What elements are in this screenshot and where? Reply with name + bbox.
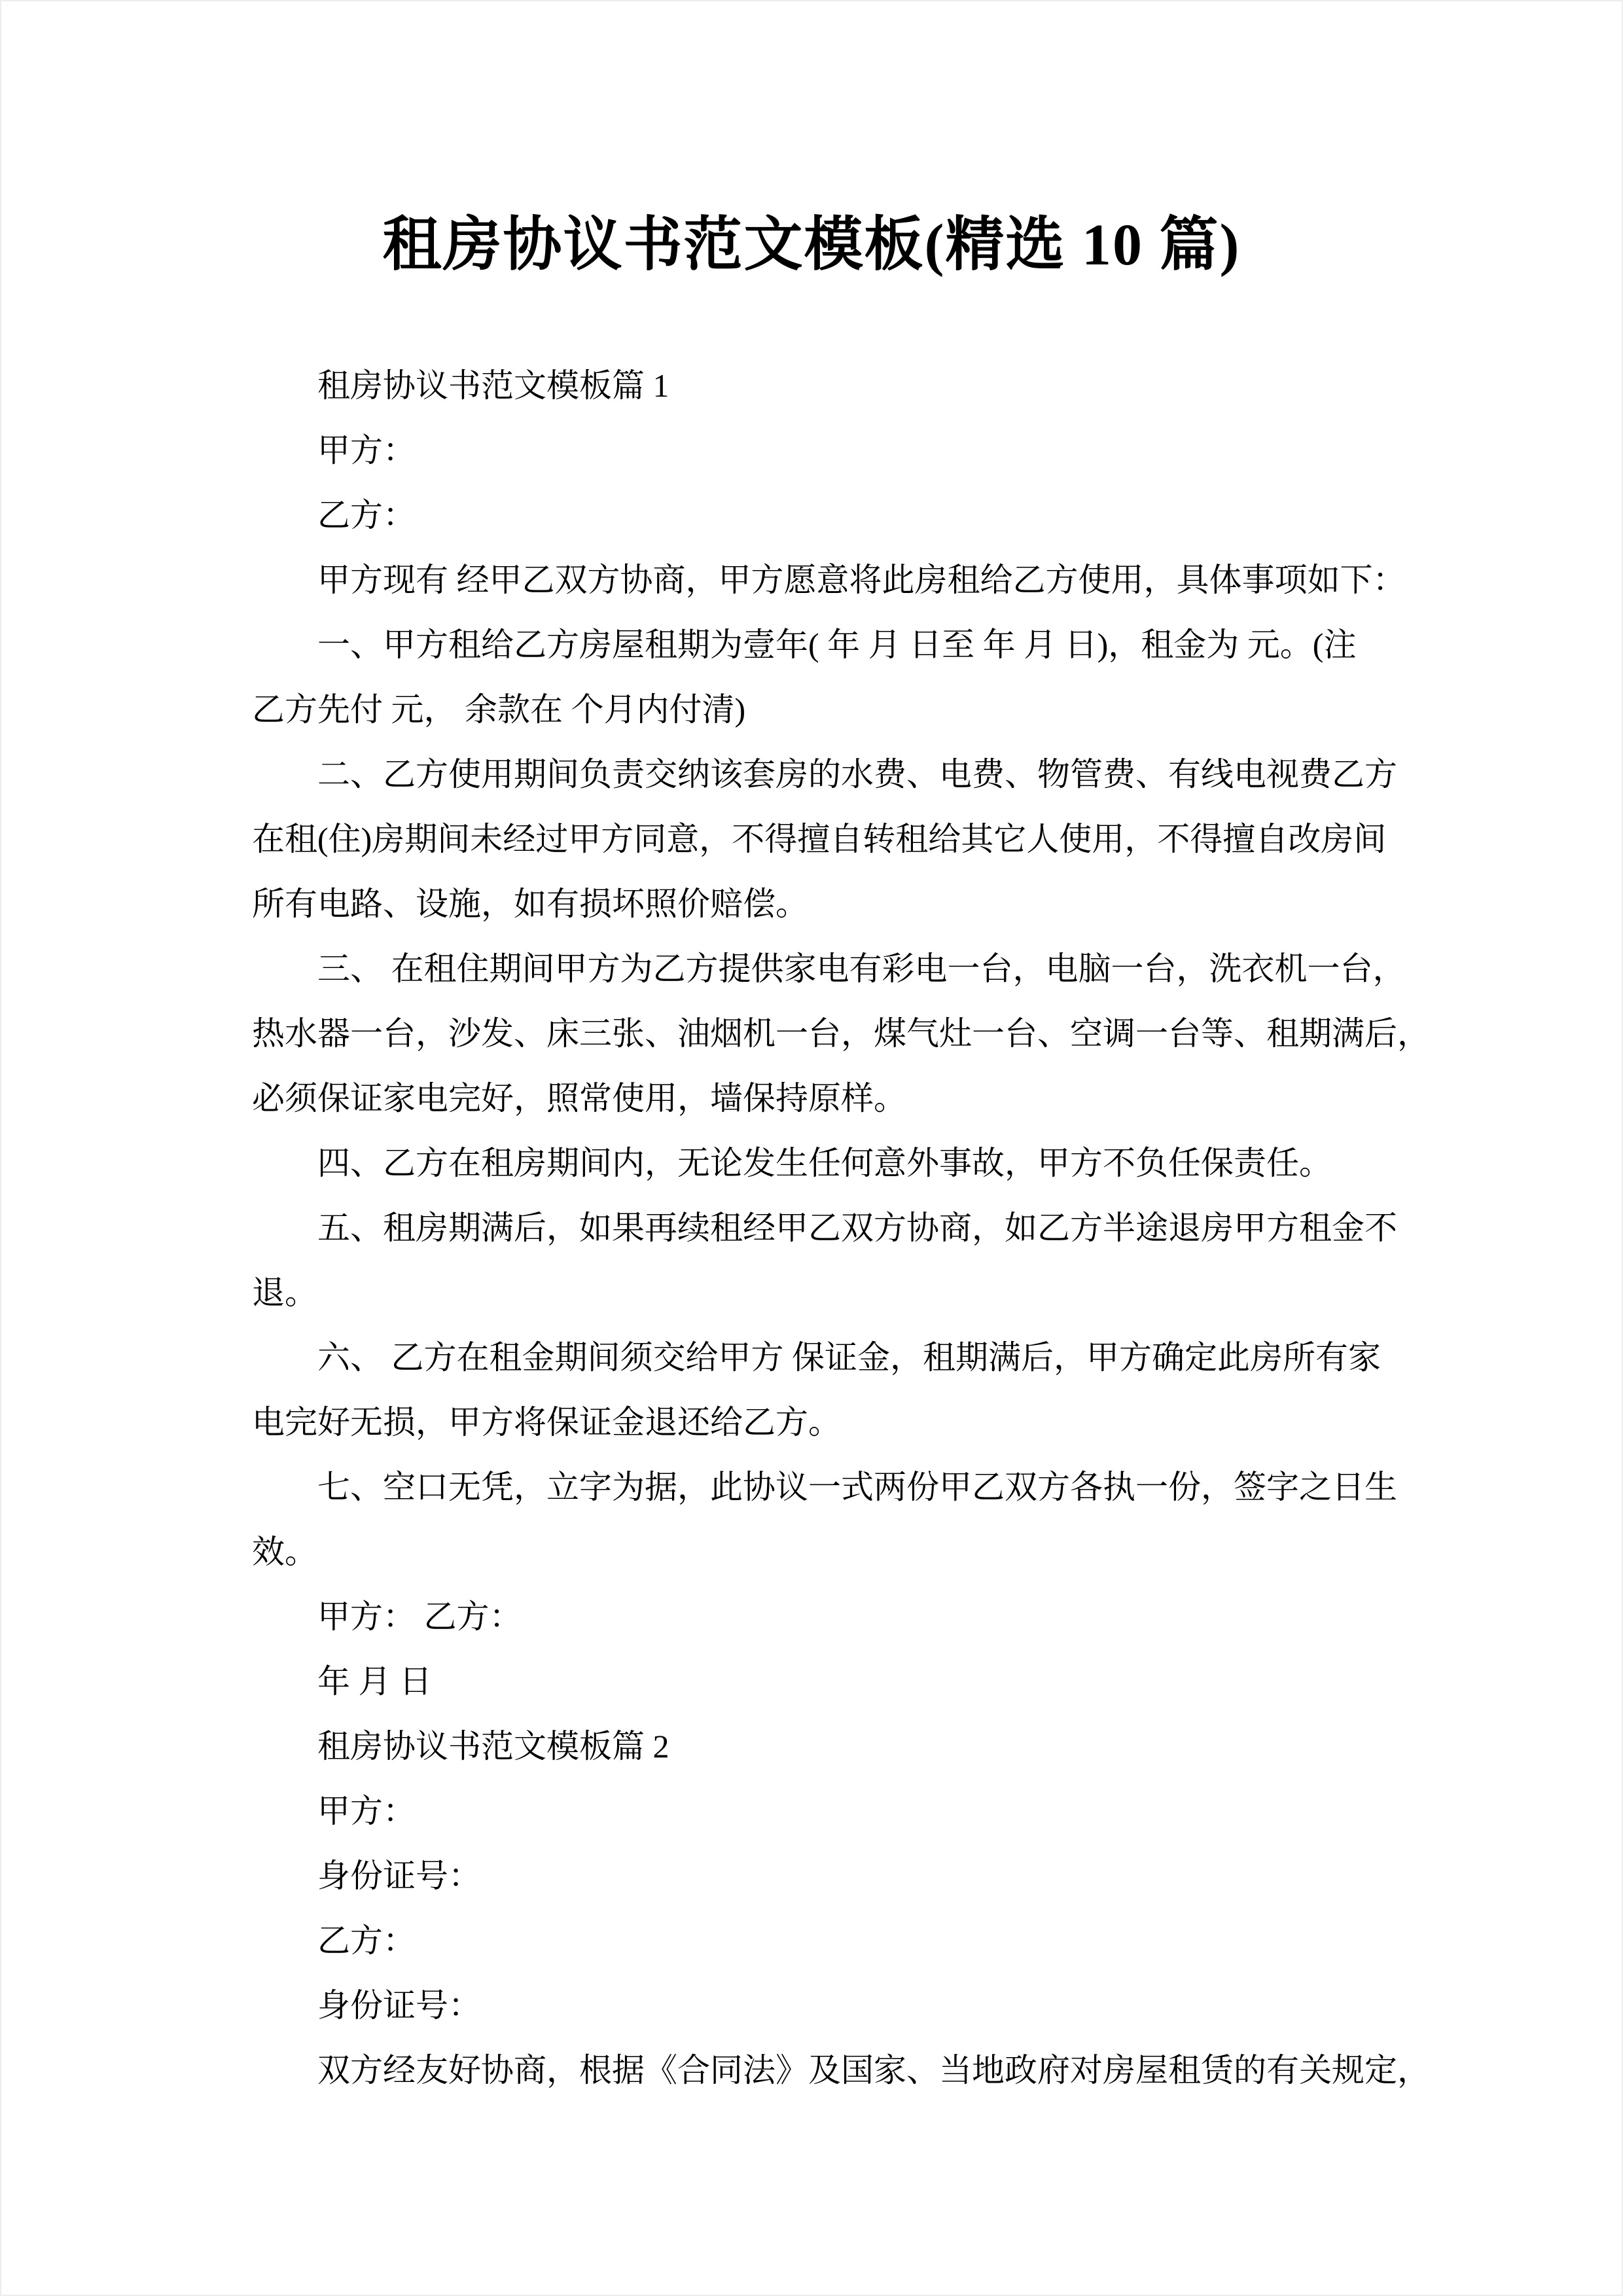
body-line: 在租(住)房期间未经过甲方同意，不得擅自转租给其它人使用，不得擅自改房间 (252, 821, 1387, 857)
body-line: 甲方现有 经甲乙双方协商，甲方愿意将此房租给乙方使用，具体事项如下： (317, 562, 1406, 598)
body-line: 租房协议书范文模板篇 1 (317, 367, 669, 404)
body-line: 效。 (252, 1534, 317, 1570)
body-line: 甲方： (317, 432, 416, 469)
body-line: 甲方： 乙方： (317, 1598, 522, 1635)
body-line: 必须保证家电完好，照常使用，墙保持原样。 (252, 1080, 906, 1117)
body-line: 乙方先付 元， 余款在 个月内付清) (252, 691, 746, 728)
body-line: 三、 在租住期间甲方为乙方提供家电有彩电一台，电脑一台，洗衣机一台， (317, 950, 1406, 987)
body-line: 身份证号： (317, 1987, 481, 2024)
body-line: 租房协议书范文模板篇 2 (317, 1728, 669, 1765)
body-line: 甲方： (317, 1793, 416, 1829)
document-body (252, 353, 1430, 2103)
body-line: 六、 乙方在租金期间须交给甲方 保证金，租期满后，甲方确定此房所有家 (317, 1339, 1381, 1376)
body-line: 身份证号： (317, 1857, 481, 1894)
body-line: 五、租房期满后，如果再续租经甲乙双方协商，如乙方半途退房甲方租金不 (317, 1210, 1397, 1246)
body-line: 四、乙方在租房期间内，无论发生任何意外事故，甲方不负任保责任。 (317, 1145, 1332, 1181)
body-line: 七、空口无凭，立字为据，此协议一式两份甲乙双方各执一份，签字之日生 (317, 1469, 1397, 1505)
body-line: 热水器一台，沙发、床三张、油烟机一台，煤气灶一台、空调一台等、租期满后， (252, 1015, 1430, 1052)
body-line: 乙方： (317, 1922, 416, 1959)
body-line: 退。 (252, 1274, 317, 1311)
document-title: 租房协议书范文模板(精选 10 篇) (382, 213, 1241, 278)
body-line: 电完好无损，甲方将保证金退还给乙方。 (252, 1404, 841, 1441)
body-line: 乙方： (317, 497, 416, 533)
body-line: 所有电路、设施，如有损坏照价赔偿。 (252, 886, 808, 922)
body-line: 二、乙方使用期间负责交纳该套房的水费、电费、物管费、有线电视费乙方 (317, 756, 1397, 793)
body-line: 年 月 日 (317, 1663, 432, 1700)
body-line: 一、甲方租给乙方房屋租期为壹年( 年 月 日至 年 月 日)，租金为 元。(注 (317, 626, 1357, 663)
body-line: 双方经友好协商，根据《合同法》及国家、当地政府对房屋租赁的有关规定， (317, 2052, 1430, 2089)
